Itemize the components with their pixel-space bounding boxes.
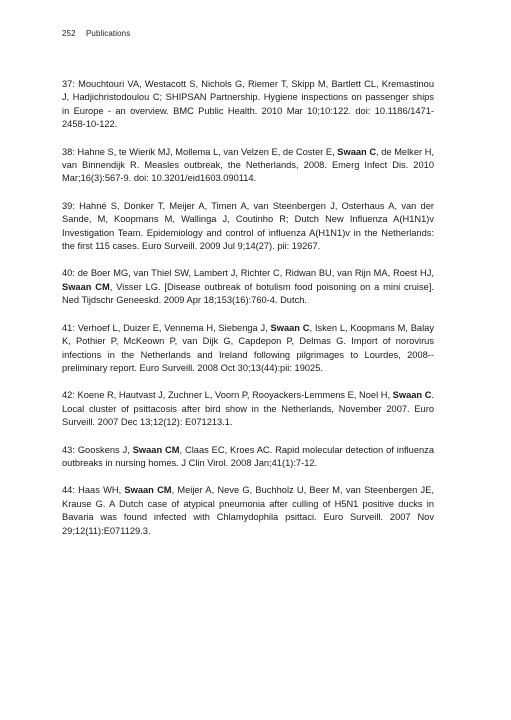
reference-41: 41: Verhoef L, Duizer E, Vennema H, Siebenga J, Swaan C, Isken L, Koopmans M, Balay K, Pothier P, McKeown P, van Dijk G, Capdepon P, Delmas G. Import of norovirus infections in the Netherlands and Ireland following pilgrimages to Lourdes, 2008--preliminary report. Euro Surveill. 2008 Oct 30;13(44):pii: 19025. <box>62 322 434 373</box>
author-highlight: Swaan CM <box>124 485 172 496</box>
reference-42: 42: Koene R, Hautvast J, Zuchner L, Voorn P, Rooyackers-Lemmens E, Noel H, Swaan C. Local cluster of psittacosis after bird show in the Netherlands, November 2007. Euro Surveill. 2007 Dec 13;12(12): E071213.1. <box>62 390 435 428</box>
reference-40: 40: de Boer MG, van Thiel SW, Lambert J, Richter C, Ridwan BU, van Rijn MA, Roest HJ, Swaan CM, Visser LG. [Disease outbreak of botulism food poisoning on a mini cruise]. Ned Tijdschr Geneeskd. 2009 Apr 18;153(16):760-4. Dutch. <box>62 268 434 306</box>
reference-44: 44: Haas WH, Swaan CM, Meijer A, Neve G, Buchholz U, Beer M, van Steenbergen JE, Krause G. A Dutch case of atypical pneumonia after culling of H5N1 positive ducks in Bavaria was found infected with Chlamydophila psittaci. Euro Surveill. 2007 Nov 29;12(11):E071129.3. <box>62 485 434 536</box>
reference-39: 39: Hahné S, Donker T, Meijer A, Timen A, van Steenbergen J, Osterhaus A, van der Sande, M, Koopmans M, Wallinga J, Coutinho R; Dutch New Influenza A(H1N1)v Investigation Team. Epidemiology and control of influenza A(H1N1)v in the Netherlands: the first 115 cases. Euro Surveill. 2009 Jul 9;14(27). pii: 19267. <box>62 200 434 252</box>
author-highlight: Swaan CM <box>132 444 180 455</box>
author-highlight: Swaan C <box>270 322 310 333</box>
author-highlight: Swaan C <box>392 390 432 401</box>
section-title: Publications <box>85 29 131 38</box>
reference-43: 43: Gooskens J, Swaan CM, Claas EC, Kroes AC. Rapid molecular detection of influenza outbreaks in nursing homes. J Clin Virol. 2008 Jan;41(1):7-12. <box>62 444 434 468</box>
page-number: 252 <box>62 29 76 38</box>
author-highlight: Swaan CM <box>62 281 110 292</box>
running-header <box>62 29 130 38</box>
reference-38: 38: Hahne S, te Wierik MJ, Mollema L, van Velzen E, de Coster E, Swaan C, de Melker H, van Binnendijk R. Measles outbreak, the Netherlands, 2008. Emerg Infect Dis. 2010 Mar;16(3):567-9. doi: 10.3201/eid1603.090114. <box>62 146 434 184</box>
reference-list <box>62 78 434 552</box>
reference-37: 37: Mouchtouri VA, Westacott S, Nichols G, Riemer T, Skipp M, Bartlett CL, Kremastinou J, Hadjichristodoulou C; SHIPSAN Partnership. Hygiene inspections on passenger ships in Europe - an overview. BMC Public Health. 2010 Mar 10;10:122. doi: 10.1186/1471-2458-10-122. <box>62 79 434 130</box>
author-highlight: Swaan C <box>337 146 377 157</box>
